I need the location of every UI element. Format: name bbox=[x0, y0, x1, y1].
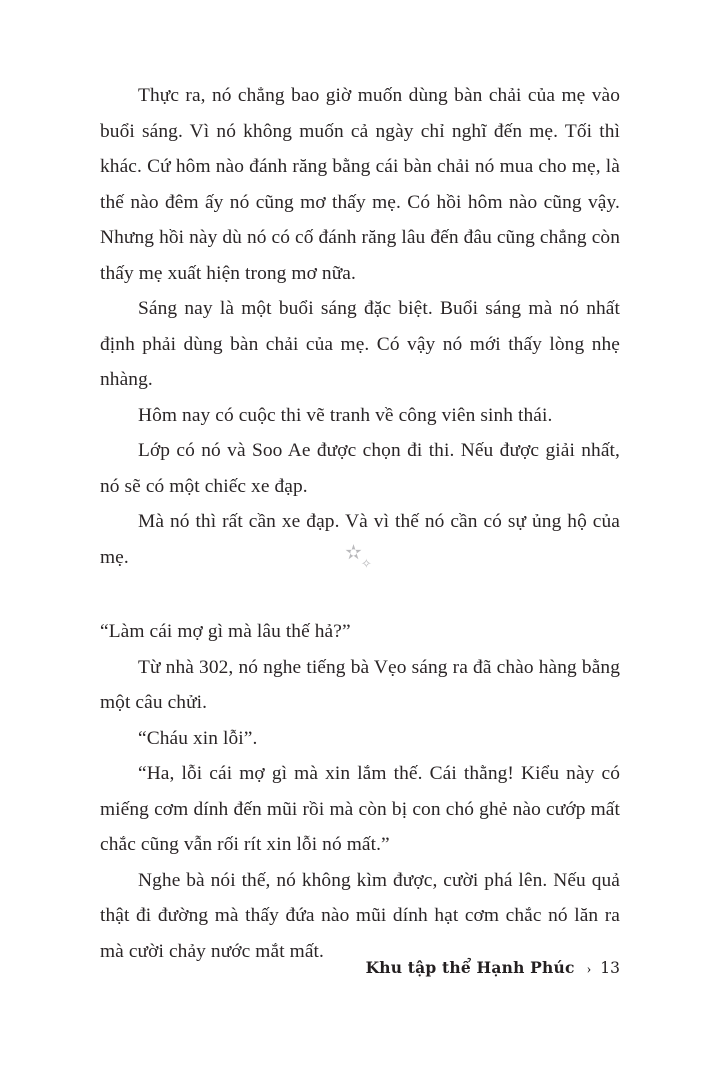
page-number: 13 bbox=[600, 959, 620, 977]
paragraph: “Ha, lỗi cái mợ gì mà xin lắm thế. Cái thằng! Kiểu này có miếng cơm dính đến mũi rồi mà còn bị con chó ghẻ nào cướp mất chắc cũng vẫn rối rít xin lỗi nó mất.” bbox=[100, 763, 620, 855]
star-small-icon: ✧ bbox=[360, 556, 373, 571]
paragraph: Mà nó thì rất cần xe đạp. Và vì thế nó cần có sự ủng hộ của mẹ. bbox=[100, 511, 620, 568]
page-footer bbox=[100, 958, 620, 978]
paragraph: Thực ra, nó chẳng bao giờ muốn dùng bàn chải của mẹ vào buổi sáng. Vì nó không muốn cả ngày chỉ nghĩ đến mẹ. Tối thì khác. Cứ hôm nào đánh răng bằng cái bàn chải nó mua cho mẹ, là thế nào đêm ấy nó cũng mơ thấy mẹ. Có hồi hôm nào cũng vậy. Nhưng hồi này dù nó có cố đánh răng lâu đến đâu cũng chẳng còn thấy mẹ xuất hiện trong mơ nữa. bbox=[100, 85, 620, 284]
paragraph: “Làm cái mợ gì mà lâu thế hả?” bbox=[100, 621, 351, 642]
paragraph: Sáng nay là một buổi sáng đặc biệt. Buổi sáng mà nó nhất định phải dùng bàn chải của mẹ. Có vậy nó mới thấy lòng nhẹ nhàng. bbox=[100, 298, 620, 390]
paragraph: “Cháu xin lỗi”. bbox=[138, 727, 258, 749]
page-text-body bbox=[100, 78, 620, 962]
paragraph: Lớp có nó và Soo Ae được chọn đi thi. Nếu được giải nhất, nó sẽ có một chiếc xe đạp. bbox=[100, 440, 620, 497]
footer-book-title: Khu tập thể Hạnh Phúc bbox=[365, 958, 575, 977]
paragraph: Nghe bà nói thế, nó không kìm được, cười phá lên. Nếu quả thật đi đường mà thấy đứa nào mũi dính hạt cơm chắc nó lăn ra mà cười chảy nước mắt mất. bbox=[100, 869, 620, 962]
footer-separator-icon: › bbox=[586, 962, 592, 977]
section-ornament bbox=[100, 542, 620, 573]
paragraph: Từ nhà 302, nó nghe tiếng bà Vẹo sáng ra đã chào hàng bằng một câu chửi. bbox=[100, 656, 620, 713]
page-text-body-lower bbox=[100, 614, 620, 969]
star-icon: ✫ bbox=[345, 542, 363, 564]
paragraph: Hôm nay có cuộc thi vẽ tranh về công viên sinh thái. bbox=[138, 404, 553, 426]
